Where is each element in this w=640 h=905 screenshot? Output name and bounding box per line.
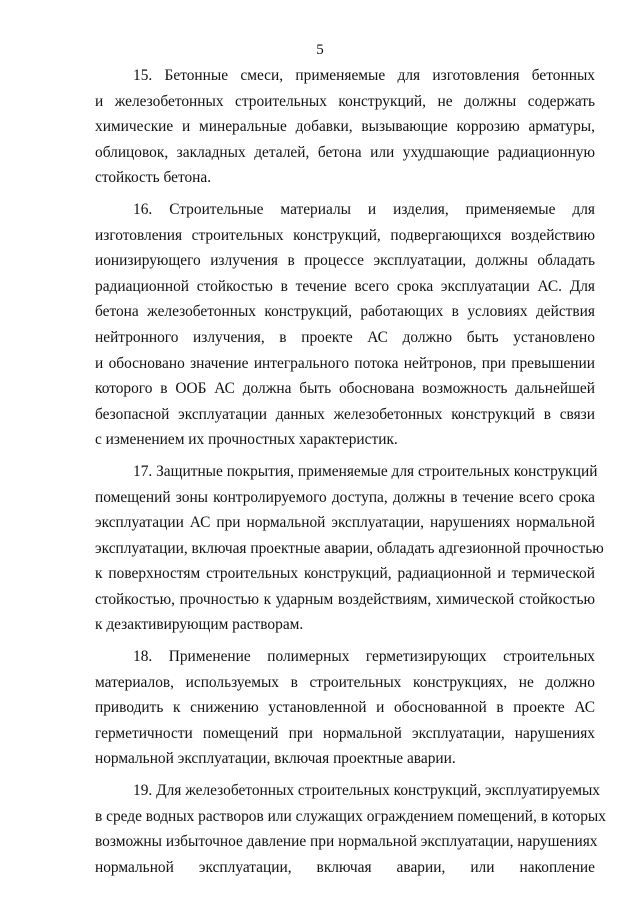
paragraph-line: стойкостью, прочностью к ударным воздействиям, химической стойкостью bbox=[95, 590, 595, 608]
paragraph-line: 15. Бетонные смеси, применяемые для изготовления бетонных bbox=[133, 67, 595, 84]
paragraph-line: помещений зоны контролируемого доступа, должны в течение всего срока bbox=[95, 488, 595, 506]
paragraph-line: 16. Строительные материалы и изделия, применяемые для bbox=[133, 200, 595, 218]
paragraph-line: изготовления строительных конструкций, подвергающихся воздействию bbox=[95, 226, 595, 244]
paragraph-line: возможны избыточное давление при нормальной эксплуатации, нарушениях bbox=[95, 833, 598, 851]
paragraph-16 bbox=[95, 197, 595, 453]
paragraph-line: радиационной стойкостью в течение всего срока эксплуатации АС. Для bbox=[95, 277, 595, 295]
paragraph-line: к дезактивирующим растворам. bbox=[95, 616, 304, 634]
paragraph-line: с изменением их прочностных характеристик. bbox=[95, 431, 398, 449]
paragraph-line: которого в ООБ АС должна быть обоснована возможность дальнейшей bbox=[95, 380, 595, 398]
paragraph-19 bbox=[95, 778, 606, 880]
paragraph-line: нормальной эксплуатации, включая аварии, или накопление bbox=[95, 858, 595, 876]
paragraph-line: в среде водных растворов или служащих ограждением помещений, в которых bbox=[95, 807, 606, 825]
paragraph-line: к поверхностям строительных конструкций, радиационной и термической bbox=[95, 565, 595, 583]
document-body bbox=[95, 63, 606, 886]
page-number: 5 bbox=[316, 42, 324, 58]
paragraph-18 bbox=[95, 644, 595, 772]
paragraph-line: 18. Применение полимерных герметизирующих строительных bbox=[133, 648, 595, 666]
paragraph-line: нейтронного излучения, в проекте АС должно быть установлено bbox=[95, 328, 595, 346]
paragraph-line: эксплуатации, включая проектные аварии, обладать адгезионной прочностью bbox=[95, 539, 604, 557]
paragraph-line: ионизирующего излучения в процессе эксплуатации, должны обладать bbox=[95, 252, 595, 270]
paragraph-line: эксплуатации АС при нормальной эксплуатации, нарушениях нормальной bbox=[95, 514, 595, 532]
paragraph-line: химические и минеральные добавки, вызывающие коррозию арматуры, bbox=[95, 118, 595, 136]
paragraph-line: стойкость бетона. bbox=[95, 169, 212, 187]
paragraph-17 bbox=[95, 459, 604, 638]
paragraph-line: приводить к снижению установленной и обоснованной в проекте АС bbox=[95, 699, 595, 717]
paragraph-line: и обосновано значение интегрального потока нейтронов, при превышении bbox=[95, 354, 595, 372]
paragraph-line: 17. Защитные покрытия, применяемые для строительных конструкций bbox=[133, 462, 598, 480]
paragraph-line: нормальной эксплуатации, включая проектные аварии. bbox=[95, 750, 456, 768]
paragraph-line: облицовок, закладных деталей, бетона или ухудшающие радиационную bbox=[95, 143, 595, 161]
paragraph-line: и железобетонных строительных конструкций, не должны содержать bbox=[95, 92, 595, 110]
paragraph-15 bbox=[95, 63, 595, 191]
paragraph-line: бетона железобетонных конструкций, работающих в условиях действия bbox=[95, 303, 595, 321]
paragraph-line: материалов, используемых в строительных конструкциях, не должно bbox=[95, 673, 595, 691]
paragraph-line: герметичности помещений при нормальной эксплуатации, нарушениях bbox=[95, 724, 595, 742]
paragraph-line: безопасной эксплуатации данных железобетонных конструкций в связи bbox=[95, 405, 595, 423]
paragraph-line: 19. Для железобетонных строительных конструкций, эксплуатируемых bbox=[133, 782, 600, 800]
